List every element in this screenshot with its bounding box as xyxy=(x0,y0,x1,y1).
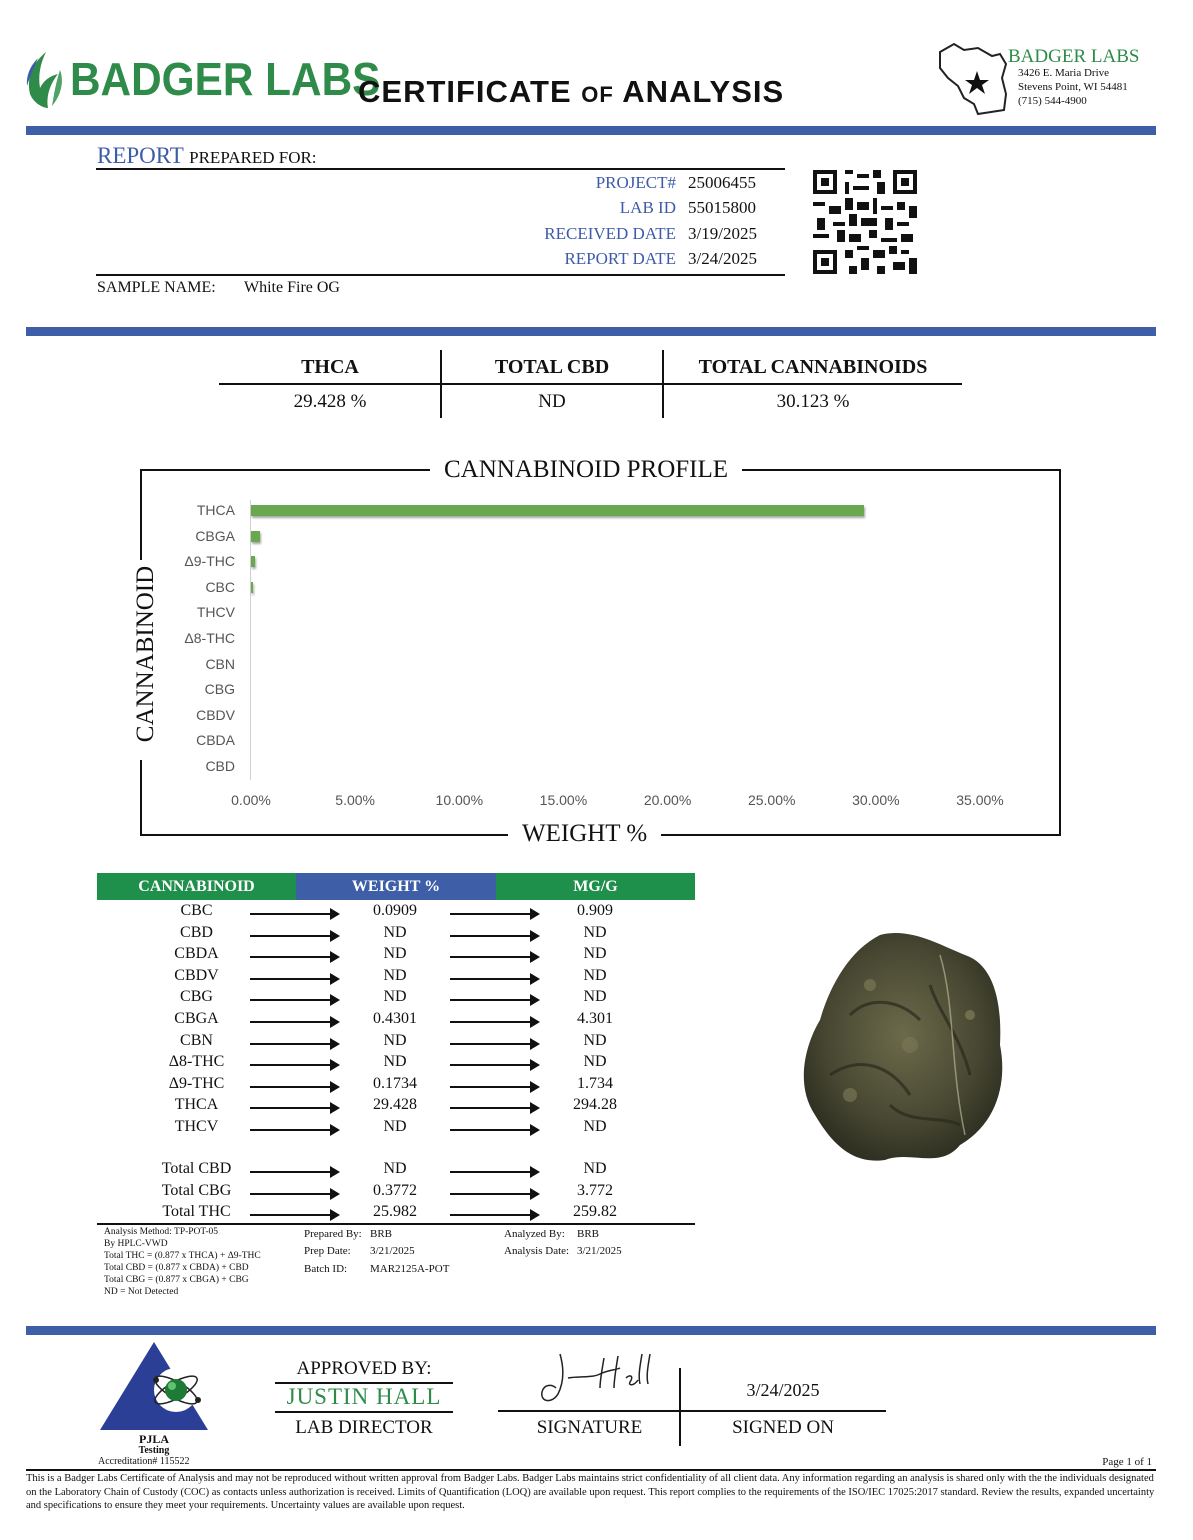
analysis-note-line: Total THC = (0.877 x THCA) + Δ9-THC xyxy=(104,1251,261,1261)
arrow-icon xyxy=(250,1086,338,1088)
arrow-icon xyxy=(250,978,338,980)
analyzed-by-label: Analyzed By: xyxy=(504,1228,565,1240)
weight-value: ND xyxy=(383,1118,407,1135)
weight-value: ND xyxy=(383,1053,407,1071)
chart-x-tick-label: 10.00% xyxy=(435,792,484,808)
cannabinoid-name: Total CBG xyxy=(161,1181,232,1199)
mg-value: ND xyxy=(583,988,607,1006)
weight-value: 0.1734 xyxy=(373,1074,417,1092)
chart-x-axis-label: WEIGHT % xyxy=(508,820,661,848)
arrow-icon xyxy=(250,935,338,937)
summary-divider-2 xyxy=(662,350,664,418)
chart-category-label: CBDA xyxy=(196,732,235,749)
chart-bar xyxy=(251,556,255,567)
summary-rule xyxy=(219,383,962,385)
chart-category-label: CBDV xyxy=(196,706,235,723)
summary-total-value: 30.123 % xyxy=(776,391,850,412)
mg-value: ND xyxy=(583,1118,607,1135)
mg-value: 4.301 xyxy=(577,1010,613,1027)
weight-value: ND xyxy=(383,923,407,941)
qr-code-icon[interactable] xyxy=(813,170,917,274)
weight-value: 29.428 xyxy=(373,1096,417,1114)
badger-leaf-logo-icon xyxy=(24,50,70,110)
report-date-value: 3/24/2025 xyxy=(688,249,757,268)
lab-phone: (715) 544-4900 xyxy=(1018,95,1087,107)
arrow-icon xyxy=(450,1193,538,1195)
weight-value: ND xyxy=(383,945,407,963)
cannabinoid-name: CBG xyxy=(180,988,213,1006)
chart-category-label: CBN xyxy=(205,655,235,672)
mg-value: ND xyxy=(583,923,607,941)
table-header-mg: MG/G xyxy=(496,873,695,900)
received-date-label: RECEIVED DATE xyxy=(544,224,676,243)
chart-category-label: THCV xyxy=(196,604,235,621)
prep-date-value: 3/21/2025 xyxy=(370,1245,415,1257)
chart-x-tick-label: 5.00% xyxy=(335,792,375,808)
arrow-icon xyxy=(450,913,538,915)
report-word: REPORT xyxy=(97,143,184,168)
disclaimer-rule xyxy=(26,1469,1156,1471)
cannabinoid-name: CBN xyxy=(180,1031,213,1049)
footer-divider xyxy=(26,1326,1156,1335)
mg-value: 1.734 xyxy=(577,1074,613,1092)
chart-y-axis xyxy=(250,500,251,780)
cannabinoid-name: Δ9-THC xyxy=(168,1074,225,1092)
title-of: OF xyxy=(581,82,614,107)
arrow-icon xyxy=(250,956,338,958)
sample-flower-image xyxy=(790,925,1015,1170)
table-bottom-rule xyxy=(97,1223,695,1225)
report-bottom-rule xyxy=(96,274,785,276)
mg-value: ND xyxy=(583,945,607,963)
section-divider xyxy=(26,327,1156,336)
chart-bar xyxy=(251,582,253,593)
weight-value: 0.0909 xyxy=(373,902,417,919)
page-number: Page 1 of 1 xyxy=(1102,1456,1152,1468)
arrow-icon xyxy=(450,1171,538,1173)
chart-x-tick-label: 15.00% xyxy=(539,792,588,808)
arrow-icon xyxy=(450,1064,538,1066)
prep-date-label: Prep Date: xyxy=(304,1245,351,1257)
arrow-icon xyxy=(450,1086,538,1088)
approver-name: JUSTIN HALL xyxy=(286,1384,442,1409)
pjla-text: PJLA xyxy=(139,1432,169,1446)
chart-x-tick-label: 0.00% xyxy=(231,792,271,808)
mg-value: 259.82 xyxy=(573,1203,617,1221)
chart-bar xyxy=(251,505,864,516)
report-date-label: REPORT DATE xyxy=(564,249,676,268)
chart-category-label: Δ9-THC xyxy=(184,553,235,570)
cannabinoid-name: THCA xyxy=(174,1096,219,1114)
mg-value: 3.772 xyxy=(577,1181,613,1199)
chart-x-tick-label: 20.00% xyxy=(643,792,692,808)
mg-value: ND xyxy=(583,966,607,984)
cannabinoid-name: CBGA xyxy=(174,1010,219,1027)
arrow-icon xyxy=(250,1107,338,1109)
chart-category-label: CBD xyxy=(205,758,235,774)
weight-value: ND xyxy=(383,966,407,984)
chart-x-tick-label: 25.00% xyxy=(747,792,796,808)
cannabinoid-name: CBDV xyxy=(174,966,219,984)
summary-total-label: TOTAL CANNABINOIDS xyxy=(698,356,928,378)
weight-value: 0.4301 xyxy=(373,1010,417,1027)
analysis-note-line: Analysis Method: TP-POT-05 xyxy=(104,1227,219,1237)
analysis-date-label: Analysis Date: xyxy=(504,1245,570,1257)
chart-category-label: CBGA xyxy=(195,527,235,544)
cannabinoid-name: Total CBD xyxy=(161,1160,232,1177)
accreditation-number: Accreditation# 115522 xyxy=(98,1456,190,1467)
arrow-icon xyxy=(250,1214,338,1216)
weight-value: 25.982 xyxy=(373,1203,417,1221)
arrow-icon xyxy=(450,935,538,937)
weight-value: ND xyxy=(383,988,407,1006)
signed-date: 3/24/2025 xyxy=(746,1380,820,1400)
arrow-icon xyxy=(450,1214,538,1216)
chart-title: CANNABINOID PROFILE xyxy=(430,456,742,484)
chart-category-label: CBG xyxy=(204,681,235,698)
brand-logo-text: BADGER LABS xyxy=(70,53,381,105)
analysis-notes xyxy=(104,1226,261,1298)
prepared-by-value: BRB xyxy=(370,1228,393,1240)
weight-value: ND xyxy=(383,1160,407,1177)
labid-label: LAB ID xyxy=(619,198,676,217)
lab-name: BADGER LABS xyxy=(1008,46,1140,67)
lab-address-line1: 3426 E. Maria Drive xyxy=(1018,67,1110,79)
lab-address-line2: Stevens Point, WI 54481 xyxy=(1018,81,1128,93)
summary-thca-value: 29.428 % xyxy=(293,391,367,412)
approver-role: LAB DIRECTOR xyxy=(295,1417,433,1438)
chart-category-label: CBC xyxy=(205,578,235,595)
cannabinoid-name: CBDA xyxy=(174,945,219,963)
mg-value: ND xyxy=(583,1053,607,1071)
signature-divider xyxy=(679,1368,681,1446)
arrow-icon xyxy=(250,913,338,915)
analysis-note-line: ND = Not Detected xyxy=(104,1287,179,1297)
document-title xyxy=(358,74,784,110)
table-header-cannabinoid: CANNABINOID xyxy=(97,873,296,900)
project-value: 25006455 xyxy=(688,173,756,192)
arrow-icon xyxy=(450,1043,538,1045)
arrow-icon xyxy=(250,1064,338,1066)
summary-cbd-label: TOTAL CBD xyxy=(494,356,610,378)
weight-value: ND xyxy=(383,1031,407,1049)
summary-divider-1 xyxy=(440,350,442,418)
analysis-date-value: 3/21/2025 xyxy=(577,1245,622,1257)
cannabinoid-profile-chart xyxy=(140,469,1061,836)
arrow-icon xyxy=(450,978,538,980)
arrow-icon xyxy=(450,1107,538,1109)
wisconsin-map-icon xyxy=(934,38,1014,118)
chart-bar xyxy=(251,531,260,542)
arrow-icon xyxy=(250,1129,338,1131)
pjla-testing-text: Testing xyxy=(138,1445,170,1456)
mg-value: 294.28 xyxy=(573,1096,617,1114)
received-date-value: 3/19/2025 xyxy=(688,224,757,243)
cannabinoid-name: Δ8-THC xyxy=(168,1053,225,1071)
chart-x-tick-label: 30.00% xyxy=(852,792,900,808)
title-part-1: CERTIFICATE xyxy=(358,74,572,109)
analysis-note-line: By HPLC-VWD xyxy=(104,1239,168,1249)
arrow-icon xyxy=(250,1171,338,1173)
header-divider xyxy=(26,126,1156,135)
sample-name-value: White Fire OG xyxy=(244,279,340,296)
report-prepared-for xyxy=(97,143,317,169)
prepared-by-label: Prepared By: xyxy=(304,1228,362,1240)
signature-label: SIGNATURE xyxy=(536,1417,643,1438)
cannabinoid-name: CBC xyxy=(180,902,213,919)
analyzed-by-value: BRB xyxy=(577,1228,600,1240)
table-header-weight: WEIGHT % xyxy=(296,873,496,900)
cannabinoid-name: THCV xyxy=(174,1118,219,1135)
summary-thca-label: THCA xyxy=(301,356,359,378)
mg-value: ND xyxy=(583,1160,607,1177)
cannabinoid-name: CBD xyxy=(180,923,213,941)
title-part-2: ANALYSIS xyxy=(622,74,785,109)
project-label: PROJECT# xyxy=(595,173,676,192)
arrow-icon xyxy=(250,999,338,1001)
handwritten-signature xyxy=(530,1348,660,1408)
arrow-icon xyxy=(250,1193,338,1195)
arrow-icon xyxy=(450,956,538,958)
mg-value: ND xyxy=(583,1031,607,1049)
batch-id-value: MAR2125A-POT xyxy=(370,1263,450,1275)
batch-id-label: Batch ID: xyxy=(304,1263,348,1275)
mg-value: 0.909 xyxy=(577,902,613,919)
arrow-icon xyxy=(250,1021,338,1023)
analysis-note-line: Total CBD = (0.877 x CBDA) + CBD xyxy=(104,1263,249,1273)
cannabinoid-name: Total THC xyxy=(162,1203,231,1221)
approved-by-label: APPROVED BY: xyxy=(296,1358,432,1379)
chart-category-label: THCA xyxy=(196,502,235,518)
summary-cbd-value: ND xyxy=(538,391,566,412)
sample-name-label: SAMPLE NAME: xyxy=(97,279,216,296)
arrow-icon xyxy=(450,1129,538,1131)
chart-x-tick-label: 35.00% xyxy=(956,792,1004,808)
signature-rule xyxy=(498,1410,886,1412)
pjla-accreditation-logo-icon xyxy=(98,1340,210,1432)
weight-value: 0.3772 xyxy=(373,1181,417,1199)
arrow-icon xyxy=(250,1043,338,1045)
chart-category-label: Δ8-THC xyxy=(184,630,235,646)
approved-rule-bottom xyxy=(275,1411,453,1413)
arrow-icon xyxy=(450,1021,538,1023)
disclaimer-text: This is a Badger Labs Certificate of Analysis and may not be reproduced without written approval from Badger Labs. Badger Labs maintains strict confidentiality of all client data. Any information regarding an analysis is shared only with the the individuals designated on the Laboratory Chain of Custody (COC) as contacts unless authorization is received. Limits of Quantification (LOQ) are available upon request. This report complies to the requirements of the ISO/IEC 17025:2017 standard. Review the results, expanded uncertainty and specifications to ensure they meet your requirements. Uncertainty values are available upon request. xyxy=(26,1473,1155,1511)
report-top-rule xyxy=(96,168,785,170)
signed-on-label: SIGNED ON xyxy=(732,1417,834,1438)
arrow-icon xyxy=(450,999,538,1001)
analysis-note-line: Total CBG = (0.877 x CBGA) + CBG xyxy=(104,1275,249,1285)
chart-y-axis-label: CANNABINOID xyxy=(132,565,159,743)
prepared-for-text: PREPARED FOR: xyxy=(189,148,317,167)
labid-value: 55015800 xyxy=(688,198,756,217)
